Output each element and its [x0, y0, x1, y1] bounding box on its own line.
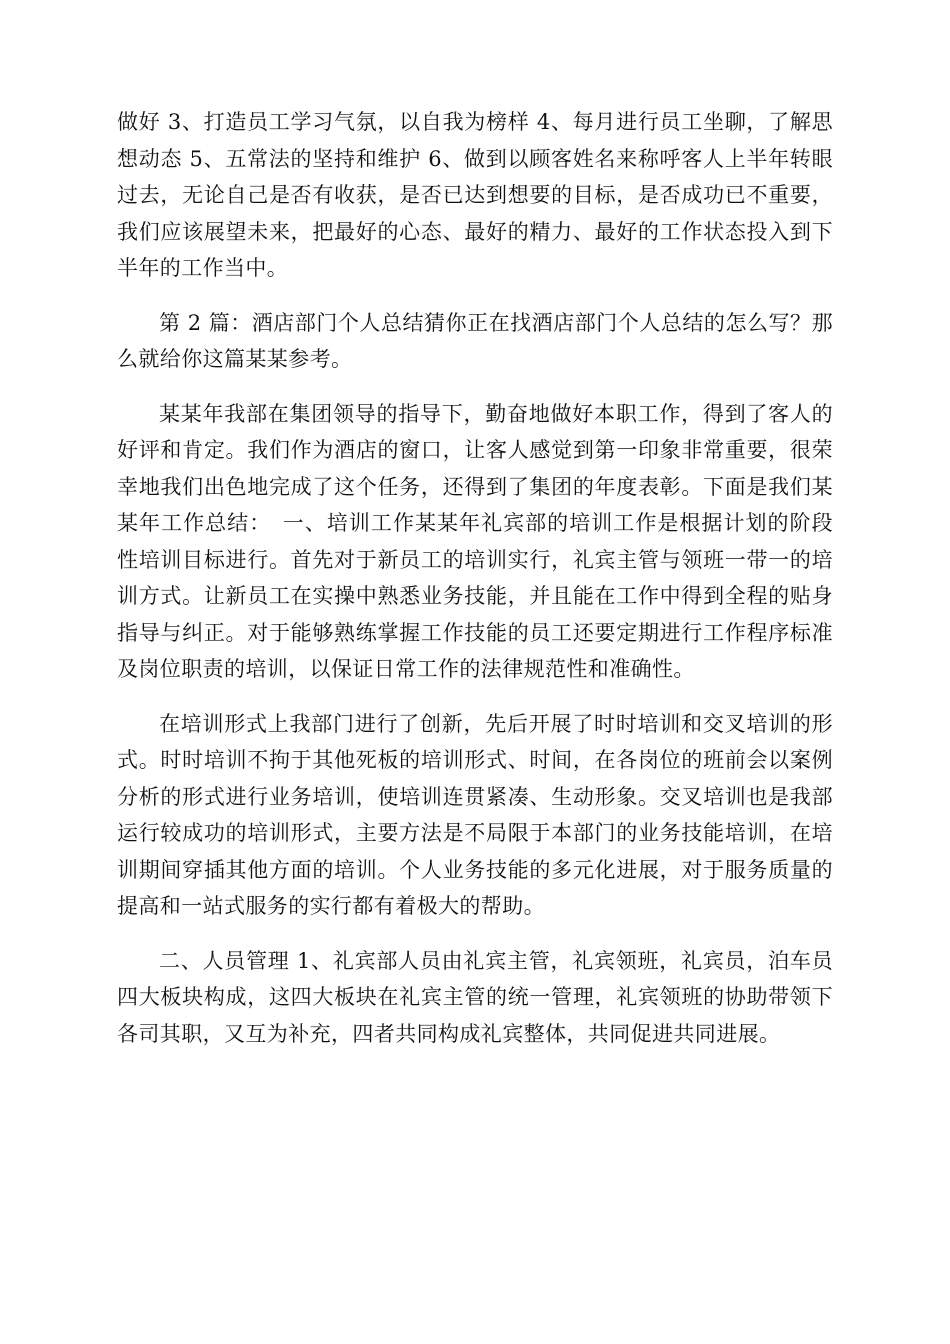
paragraph-2: 第 2 篇：酒店部门个人总结猜你正在找酒店部门个人总结的怎么写？那么就给你这篇某某参考。 — [117, 310, 833, 371]
document-body — [117, 104, 833, 1070]
paragraph-1: 做好 3、打造员工学习气氛，以自我为榜样 4、每月进行员工坐聊，了解思想动态 5、五常法的坚持和维护 6、做到以顾客姓名来称呼客人上半年转眼过去，无论自己是否有收获，是否已达到想要的目标，是否成功已不重要，我们应该展望未来，把最好的心态、最好的精力、最好的工作状态投入到下半年的工作当中。 — [117, 110, 833, 280]
paragraph-5: 二、人员管理 1、礼宾部人员由礼宾主管，礼宾领班，礼宾员，泊车员四大板块构成，这四大板块在礼宾主管的统一管理，礼宾领班的协助带领下各司其职，又互为补充，四者共同构成礼宾整体，共同促进共同进展。 — [117, 948, 833, 1046]
paragraph-3: 某某年我部在集团领导的指导下，勤奋地做好本职工作，得到了客人的好评和肯定。我们作为酒店的窗口，让客人感觉到第一印象非常重要，很荣幸地我们出色地完成了这个任务，还得到了集团的年度表彰。下面是我们某某年工作总结： 一、培训工作某某年礼宾部的培训工作是根据计划的阶段性培训目标进行。首先对于新员工的培训实行，礼宾主管与领班一带一的培训方式。让新员工在实操中熟悉业务技能，并且能在工作中得到全程的贴身指导与纠正。对于能够熟练掌握工作技能的员工还要定期进行工作程序标准及岗位职责的培训，以保证日常工作的法律规范性和准确性。 — [117, 401, 833, 681]
paragraph-4: 在培训形式上我部门进行了创新，先后开展了时时培训和交叉培训的形式。时时培训不拘于其他死板的培训形式、时间，在各岗位的班前会以案例分析的形式进行业务培训，使培训连贯紧凑、生动形象。交叉培训也是我部运行较成功的培训形式，主要方法是不局限于本部门的业务技能培训，在培训期间穿插其他方面的培训。个人业务技能的多元化进展，对于服务质量的提高和一站式服务的实行都有着极大的帮助。 — [117, 711, 833, 918]
